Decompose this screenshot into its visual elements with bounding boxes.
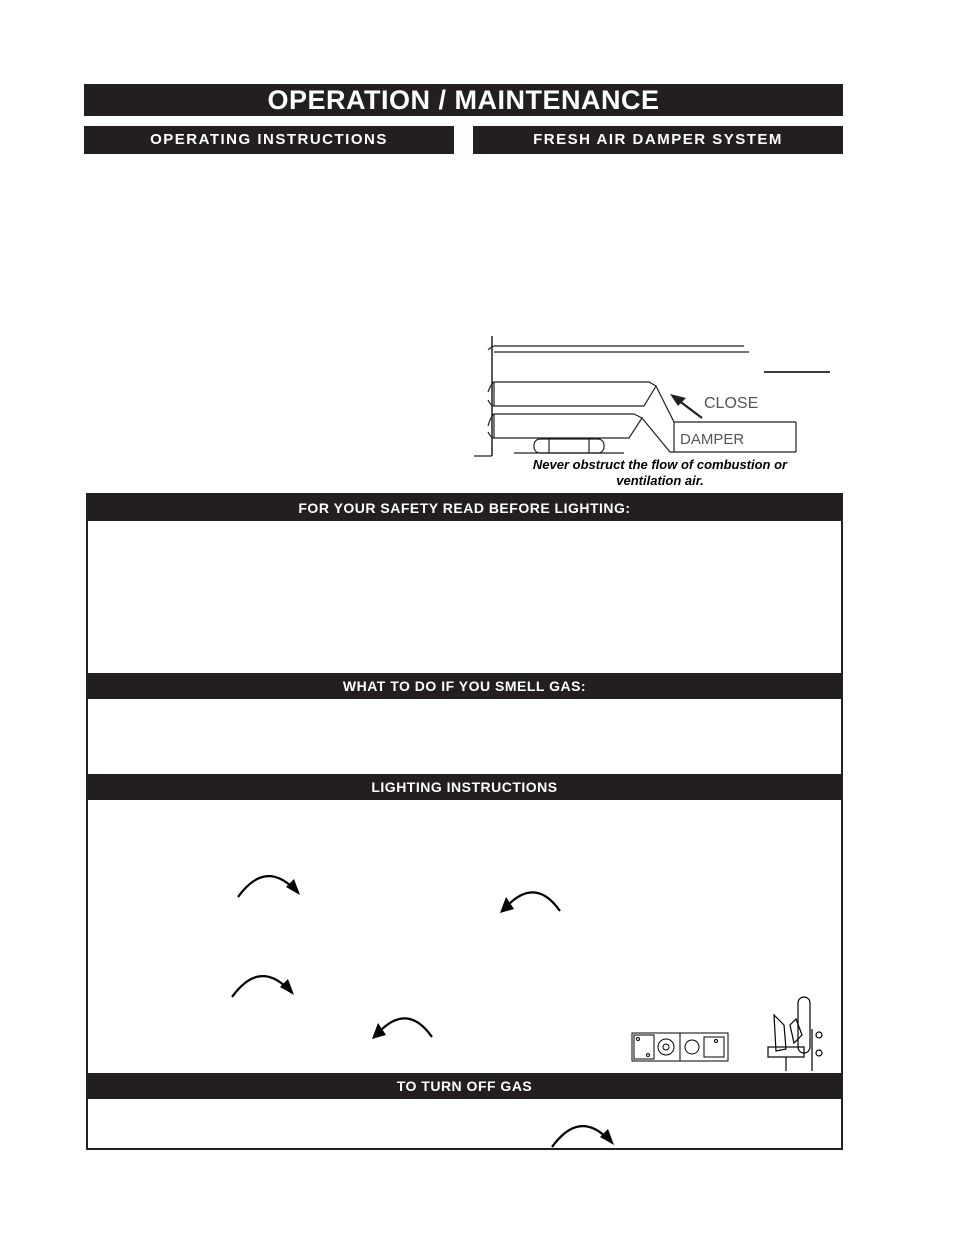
smell-gas-heading: WHAT TO DO IF YOU SMELL GAS: (88, 673, 841, 699)
close-label: CLOSE (704, 395, 759, 412)
operating-instructions-heading: OPERATING INSTRUCTIONS (84, 126, 454, 154)
clockwise-arrow-icon (228, 969, 298, 1001)
safety-heading: FOR YOUR SAFETY READ BEFORE LIGHTING: (88, 495, 841, 521)
fresh-air-damper-heading: FRESH AIR DAMPER SYSTEM (473, 126, 843, 154)
clockwise-arrow-icon (548, 1119, 618, 1151)
pilot-assembly-icon (764, 995, 828, 1071)
lighting-instructions-heading: LIGHTING INSTRUCTIONS (88, 774, 841, 800)
clockwise-arrow-icon (234, 869, 304, 901)
safety-label-box (86, 493, 843, 1150)
damper-label: DAMPER (680, 431, 745, 448)
counterclockwise-arrow-icon (496, 885, 566, 917)
counterclockwise-arrow-icon (368, 1011, 438, 1043)
gas-valve-icon (630, 1029, 730, 1065)
damper-illustration (474, 326, 834, 460)
turn-off-gas-heading: TO TURN OFF GAS (88, 1073, 841, 1099)
damper-caption: Never obstruct the flow of combustion or ventilation air. (532, 457, 788, 488)
page-title: OPERATION / MAINTENANCE (84, 84, 843, 116)
